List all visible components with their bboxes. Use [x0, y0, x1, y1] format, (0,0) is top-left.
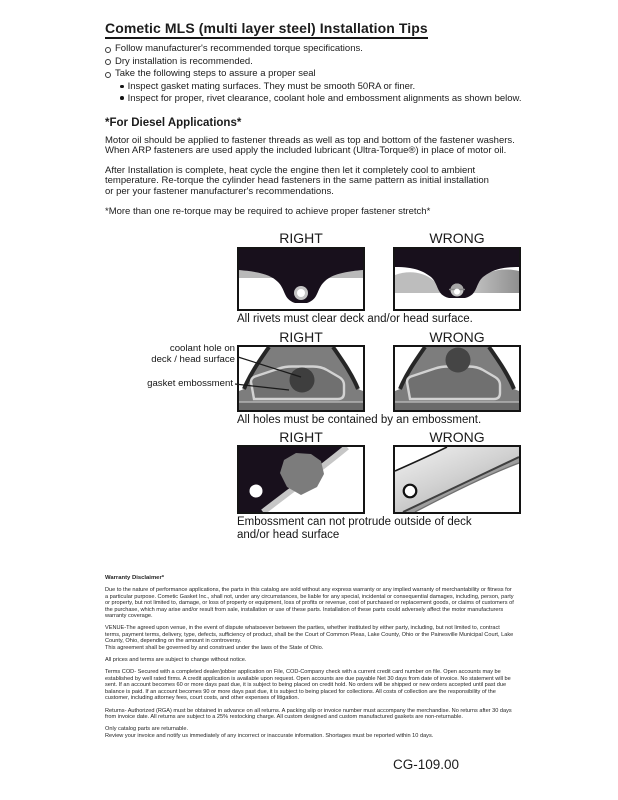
list-item: [105, 56, 530, 69]
right-label: RIGHT: [279, 329, 323, 345]
tip-text: Follow manufacturer's recommended torque specifications.: [115, 43, 363, 54]
tip-text: Inspect gasket mating surfaces. They must be smooth 50RA or finer.: [127, 80, 416, 92]
embossment-wrong-illustration: [395, 447, 519, 512]
tip-text: Inspect for proper, rivet clearance, coolant hole and embossment alignments as shown below.: [127, 92, 522, 104]
tip-text: Take the following steps to assure a proper seal: [115, 68, 316, 80]
list-item: [120, 93, 530, 105]
rivet-wrong-illustration: [395, 249, 519, 309]
embossment-right-illustration: [239, 447, 363, 512]
page-title: Cometic MLS (multi layer steel) Installation Tips: [105, 20, 428, 39]
disclaimer-paragraph: [105, 726, 514, 739]
venue-text: VENUE-The agreed upon venue, in the event of dispute whatsoever between the parties, whether instituted by either party, including, but not limited to, contract terms, payment terms, delivery, type, defects, sufficiency of product, shall be the Court of Common Pleas, Lake County, Ohio or the Painesville Municipal Court, Lake County, Ohio, depending on the amount in controversy.: [105, 625, 514, 645]
circle-bullet-icon: [105, 47, 111, 53]
disclaimer-paragraph: Returns- Authorized (RGA) must be obtained in advance on all returns. A packing slip or invoice number must accompany the merchandise. No returns after 30 days from invoice date. All returns are subject to a 25% restocking charge. All custom designed and custom manufactured gaskets are non-returnable.: [105, 707, 512, 720]
coolant-wrong-illustration: [395, 347, 519, 410]
section-heading: *For Diesel Applications*: [105, 117, 242, 129]
list-item: [120, 81, 530, 93]
diesel-applications-section: [105, 118, 529, 226]
list-item: [105, 43, 530, 56]
diagram-embossment-wrong: [393, 445, 521, 514]
list-item: [105, 68, 530, 81]
warranty-disclaimer-section: [105, 575, 514, 745]
disclaimer-paragraph: Due to the nature of performance applications, the parts in this catalog are sold without any express warranty or any implied warranty of merchantability or fitness for a particular purpose. Cometic Gasket Inc., shall not, under any circumstances, be liable for any special, incidental or consequential damages, including, person, party or property, but not limited to, damage, or loss of property or equipment, loss of profits or revenue, cost of purchased or replacement goods, or claims of customers of the purchase, which may arise and/or result from sale, installation or use of these parts. Installation of these parts could adversely affect the motor manufacturers warranty coverage.: [105, 587, 514, 620]
diagram-caption: All rivets must clear deck and/or head surface.: [237, 313, 473, 325]
paragraph: Motor oil should be applied to fastener threads as well as top and bottom of the fastener washers. When ARP fasteners are used apply the included lubricant (Ultra-Torque®) in place of motor oil.: [105, 134, 515, 157]
wrong-label: WRONG: [429, 329, 485, 345]
wrong-label: WRONG: [429, 429, 485, 445]
paragraph: After Installation is complete, heat cycle the engine then let it completely cool to ambient temperature. Re-torque the cylinder head fasteners in the same pattern as initial installation or per your fastener manufacturer's recommendations.: [105, 164, 489, 197]
rivet-right-illustration: [239, 249, 363, 309]
diagram-caption: Embossment can not protrude outside of deck and/or head surface: [237, 516, 472, 541]
page-number: CG-109.00: [393, 757, 460, 772]
disclaimer-paragraph: [105, 625, 514, 651]
coolant-hole-annotation: coolant hole on deck / head surface: [151, 343, 235, 365]
right-label: RIGHT: [279, 429, 323, 445]
dot-bullet-icon: [120, 96, 124, 100]
right-label: RIGHT: [279, 230, 323, 246]
circle-bullet-icon: [105, 59, 111, 65]
dot-bullet-icon: [120, 85, 124, 89]
disclaimer-paragraph: All prices and terms are subject to change without notice.: [105, 657, 247, 664]
governing-law-text: This agreement shall be governed by and construed under the laws of the State of Ohio.: [105, 644, 324, 651]
returnable-text: Only catalog parts are returnable.: [105, 726, 189, 733]
diagram-rivet-wrong: [393, 247, 521, 311]
diagram-coolant-wrong: [393, 345, 521, 412]
invoice-review-text: Review your invoice and notify us immediately of any incorrect or inaccurate information. Shortages must be reported within 10 days.: [105, 732, 434, 739]
retorque-note: *More than one re-torque may be required to achieve proper fastener stretch*: [105, 205, 431, 217]
wrong-label: WRONG: [429, 230, 485, 246]
gasket-embossment-annotation: gasket embossment: [147, 378, 233, 389]
diagram-caption: All holes must be contained by an embossment.: [237, 414, 482, 426]
diagram-embossment-right: [237, 445, 365, 514]
circle-bullet-icon: [105, 72, 111, 78]
disclaimer-heading: Warranty Disclaimer*: [105, 575, 165, 581]
diagram-rivet-right: [237, 247, 365, 311]
annotation-pointer-lines: [105, 340, 315, 400]
disclaimer-paragraph: Terms COD- Secured with a completed dealer/jobber application on File, COD-Company check with a current credit card number on file. Open accounts may be established by well rated firms. A credit application is available upon request. Open accounts are due payable Net 30 days from date of invoice. No statement will be sent. If an account becomes 60 or more days past due, it is subject to being placed on credit hold. No orders will be shipped or new orders accepted until past due balance is paid. If an account becomes 90 or more days past due, it is subject to being placed for collections. All costs of collection are the responsibility of the customer, including attorney fees, court costs, and other expenses of litigation.: [105, 669, 511, 702]
installation-tips-list: [105, 43, 530, 105]
tip-text: Dry installation is recommended.: [115, 55, 253, 67]
